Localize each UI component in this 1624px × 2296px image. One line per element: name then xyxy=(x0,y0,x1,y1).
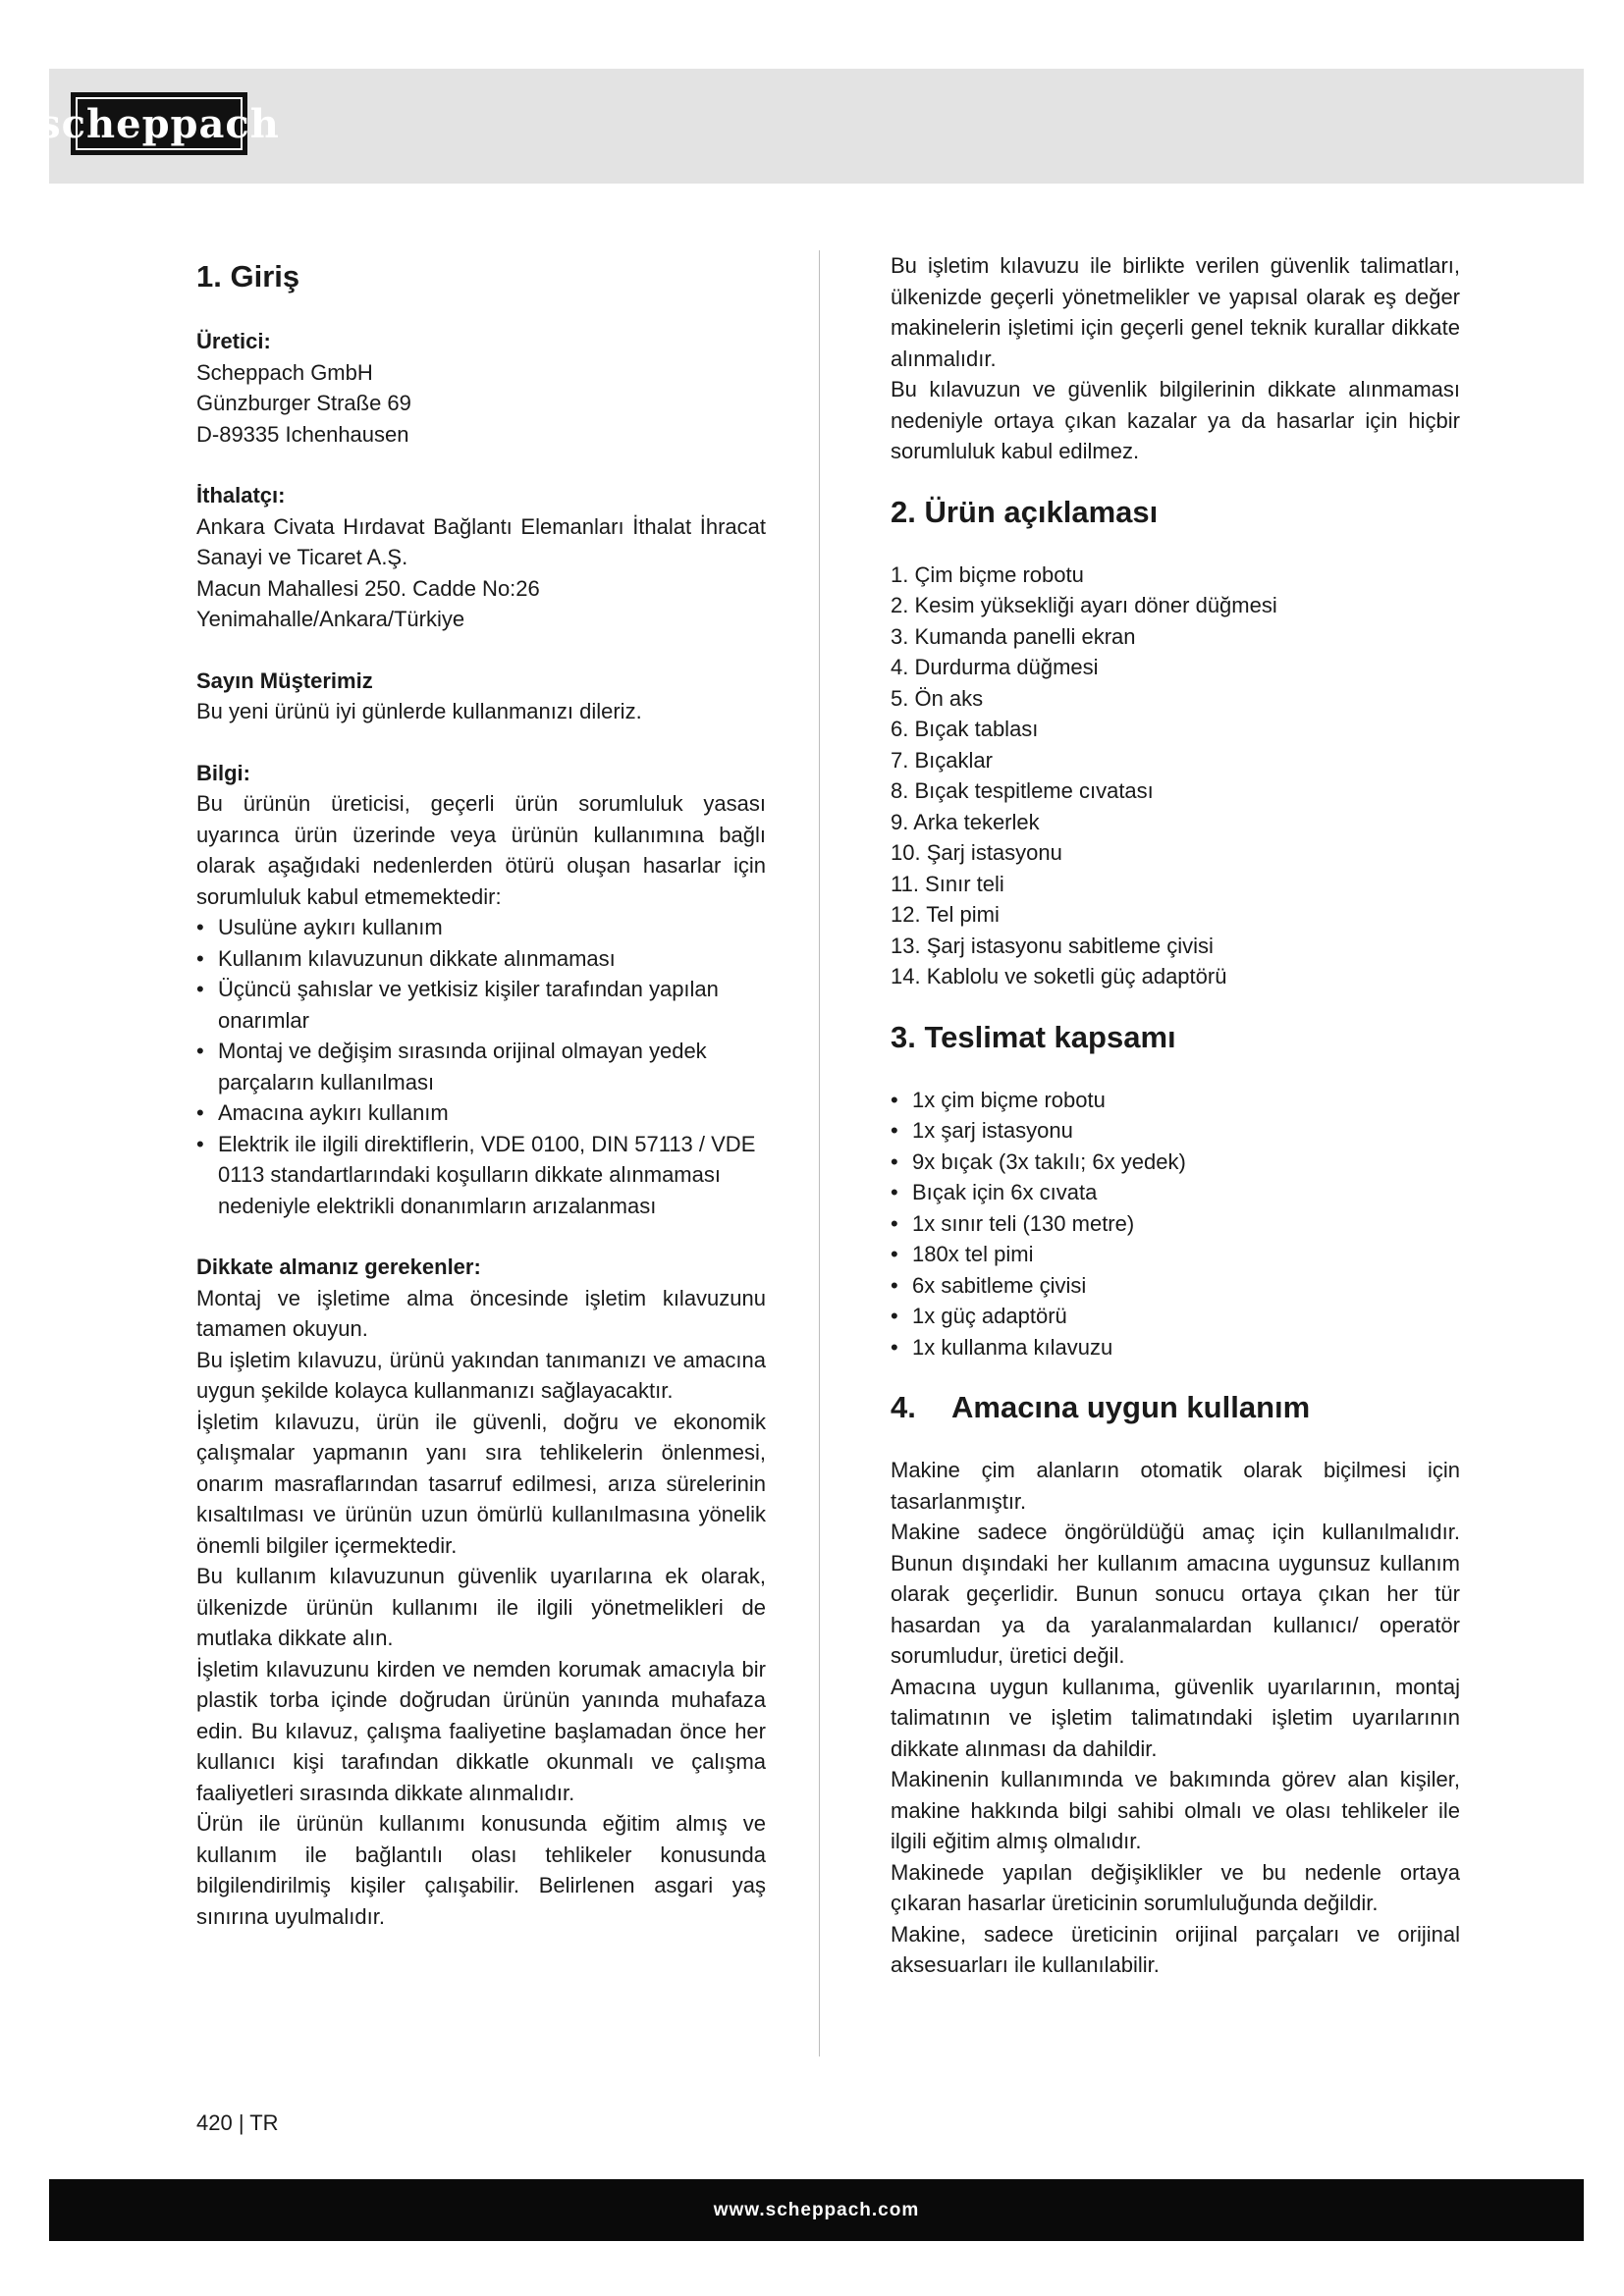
notes-paragraph: İşletim kılavuzunu kirden ve nemden korumak amacıyla bir plastik torba içinde doğrudan ürünün yanında muhafaza edin. Bu kılavuz, çalışma faaliyetine başlamadan önce her kullanıcı kişi tarafından dikkatle okunmalı ve çalışma faaliyetleri sırasında dikkate alınmalıdır. xyxy=(196,1656,766,1805)
list-item: 13. Şarj istasyonu sabitleme çivisi xyxy=(891,933,1214,958)
list-item: • Usulüne aykırı kullanım xyxy=(196,912,766,943)
info-text: Bu ürünün üreticisi, geçerli ürün sorumluluk yasası uyarınca ürün üzerinde veya ürünün kullanımına bağlı olarak aşağıdaki nedenlerden ötürü oluşan hasarlar için sorumluluk kabul etmemektedir: xyxy=(196,791,766,909)
usage-heading xyxy=(891,1386,1460,1429)
customer-text: Bu yeni ürünü iyi günlerde kullanmanızı dileriz. xyxy=(196,699,642,723)
usage-paragraph: Makinede yapılan değişiklikler ve bu nedenle ortaya çıkaran hasarlar üreticinin sorumluluğunda değildir. xyxy=(891,1859,1460,1915)
usage-paragraph: Makine çim alanların otomatik olarak biçilmesi için tasarlanmıştır. xyxy=(891,1458,1460,1514)
list-item: 5. Ön aks xyxy=(891,685,984,711)
intro-heading: 1. Giriş xyxy=(196,259,300,294)
list-item: 3. Kumanda panelli ekran xyxy=(891,623,1136,649)
list-item: • 1x şarj istasyonu xyxy=(891,1115,1460,1147)
notes-paragraph: İşletim kılavuzu, ürün ile güvenli, doğru ve ekonomik çalışmalar yapmanın yanı sıra tehlikelerin önlenmesi, onarım masraflarından tasarruf edilmesi, arıza sürelerinin kısaltılması ve ürünün uzun ömürlü kullanılmasına yönelik önemli bilgiler içermektedir. xyxy=(196,1409,766,1558)
intro-paragraph: Bu işletim kılavuzu ile birlikte verilen güvenlik talimatları, ülkenizde geçerli yönetmelikler ve yapısal olarak eş değer makinelerin işletimi için geçerli genel teknik kurallar dikkate alınmalıdır. xyxy=(891,253,1460,371)
list-item: 8. Bıçak tespitleme cıvatası xyxy=(891,778,1154,803)
usage-paragraph: Makine sadece öngörüldüğü amaç için kullanılmalıdır. Bunun dışındaki her kullanım amacına uygunsuz kullanım olarak geçerlidir. Bunun sonucu ortaya çıkan her tür hasardan ya da yaralanmalardan kullanıcı/ operatör sorumludur, üretici değil. xyxy=(891,1520,1460,1668)
list-item: • Elektrik ile ilgili direktiflerin, VDE 0100, DIN 57113 / VDE 0113 standartlarındaki koşulların dikkate alınmaması nedeniyle elektrikli donanımların arızalanması xyxy=(196,1129,766,1222)
list-item: • 1x güç adaptörü xyxy=(891,1301,1460,1332)
list-item: 10. Şarj istasyonu xyxy=(891,840,1062,865)
list-item: • 1x çim biçme robotu xyxy=(891,1085,1460,1116)
column-divider xyxy=(819,250,820,2056)
notes-paragraph: Bu kullanım kılavuzunun güvenlik uyarılarına ek olarak, ülkenizde ürünün kullanımı ile ilgili yönetmelikleri de mutlaka dikkate alın. xyxy=(196,1564,766,1650)
list-item: • Bıçak için 6x cıvata xyxy=(891,1177,1460,1208)
notes-label: Dikkate almanız gerekenler: xyxy=(196,1255,481,1279)
usage-paragraph: Makine, sadece üreticinin orijinal parçaları ve orijinal aksesuarları ile kullanılabilir. xyxy=(891,1921,1460,1977)
notes-paragraph: Montaj ve işletime alma öncesinde işletim kılavuzunu tamamen okuyun. xyxy=(196,1285,766,1341)
list-item: • 1x sınır teli (130 metre) xyxy=(891,1208,1460,1240)
importer-line: Macun Mahallesi 250. Cadde No:26 xyxy=(196,575,540,601)
list-item: 7. Bıçaklar xyxy=(891,747,993,773)
notes-paragraph: Bu işletim kılavuzu, ürünü yakından tanımanızı ve amacına uygun şekilde kolayca kullanmanızı sağlayacaktır. xyxy=(196,1347,766,1403)
list-item: 11. Sınır teli xyxy=(891,871,1004,896)
list-item: 14. Kablolu ve soketli güç adaptörü xyxy=(891,964,1227,988)
importer-label: İthalatçı: xyxy=(196,483,286,507)
scheppach-logo: scheppach xyxy=(71,92,247,155)
usage-paragraph: Makinenin kullanımında ve bakımında görev alan kişiler, makine hakkında bilgi sahibi olmalı ve olası tehlikeler ile ilgili eğitim almış olmalıdır. xyxy=(891,1767,1460,1853)
info-label: Bilgi: xyxy=(196,760,250,785)
list-item: 9. Arka tekerlek xyxy=(891,809,1040,834)
manufacturer-line: D-89335 Ichenhausen xyxy=(196,421,409,447)
usage-heading-number: 4. xyxy=(891,1390,916,1424)
list-item: 1. Çim biçme robotu xyxy=(891,561,1084,587)
list-item: • 180x tel pimi xyxy=(891,1239,1460,1270)
right-column xyxy=(891,250,1460,1981)
list-item: 2. Kesim yüksekliği ayarı döner düğmesi xyxy=(891,593,1277,617)
list-item: 12. Tel pimi xyxy=(891,902,1000,927)
page-number: 420 | TR xyxy=(196,2110,279,2135)
manufacturer-line: Günzburger Straße 69 xyxy=(196,391,411,415)
list-item: • Kullanım kılavuzunun dikkate alınmaması xyxy=(196,943,766,975)
list-item: 4. Durdurma düğmesi xyxy=(891,655,1099,679)
description-heading: 2. Ürün açıklaması xyxy=(891,494,1159,529)
intro-paragraph: Bu kılavuzun ve güvenlik bilgilerinin dikkate alınmaması nedeniyle ortaya çıkan kazalar ya da hasarlar için hiçbir sorumluluk kabul edilmez. xyxy=(891,377,1460,463)
parts-list xyxy=(891,560,1460,992)
list-item: • Üçüncü şahıslar ve yetkisiz kişiler tarafından yapılan onarımlar xyxy=(196,974,766,1036)
list-item: • Montaj ve değişim sırasında orijinal olmayan yedek parçaların kullanılması xyxy=(196,1036,766,1097)
list-item: • Amacına aykırı kullanım xyxy=(196,1097,766,1129)
header-bar xyxy=(38,69,1584,184)
importer-line: Yenimahalle/Ankara/Türkiye xyxy=(196,607,465,631)
list-item: 6. Bıçak tablası xyxy=(891,717,1039,741)
left-column xyxy=(196,250,766,1932)
manufacturer-line: Scheppach GmbH xyxy=(196,359,373,385)
manufacturer-label: Üretici: xyxy=(196,329,271,353)
customer-label: Sayın Müşterimiz xyxy=(196,667,373,693)
info-bullet-list xyxy=(196,912,766,1221)
website-link[interactable]: www.scheppach.com xyxy=(713,2199,920,2220)
delivery-list xyxy=(891,1085,1460,1363)
footer-bar xyxy=(49,2179,1584,2241)
usage-heading-text: Amacına uygun kullanım xyxy=(951,1390,1311,1424)
delivery-heading: 3. Teslimat kapsamı xyxy=(891,1019,1176,1054)
importer-text: Ankara Civata Hırdavat Bağlantı Elemanları İthalat İhracat Sanayi ve Ticaret A.Ş. xyxy=(196,513,766,569)
list-item: • 6x sabitleme çivisi xyxy=(891,1270,1460,1302)
usage-paragraph: Amacına uygun kullanıma, güvenlik uyarılarının, montaj talimatının ve işletim talimatındaki işletim uyarılarının dikkate alınması da dahildir. xyxy=(891,1674,1460,1761)
list-item: • 9x bıçak (3x takılı; 6x yedek) xyxy=(891,1147,1460,1178)
list-item: • 1x kullanma kılavuzu xyxy=(891,1332,1460,1363)
notes-paragraph: Ürün ile ürünün kullanımı konusunda eğitim almış ve kullanım ile bağlantılı olası tehlikeler konusunda bilgilendirilmiş kişiler çalışabilir. Belirlenen asgari yaş sınırına uyulmalıdır. xyxy=(196,1811,766,1929)
